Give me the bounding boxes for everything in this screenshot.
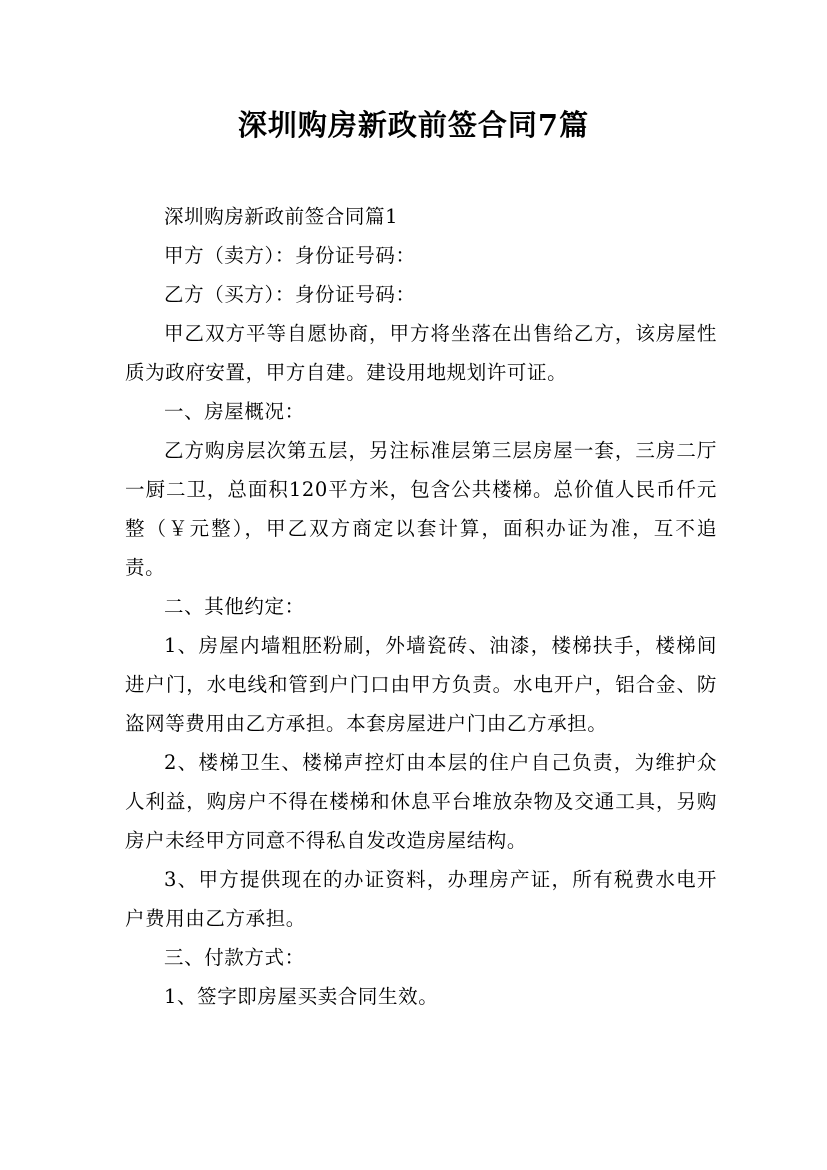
clause-heading: 一、房屋概况： xyxy=(164,400,305,423)
paragraph: 乙方购房层次第五层，另注标准层第三层房屋一套，三房二厅一厨二卫，总面积120平方米，包含公共楼梯。总价值人民币仟元整（￥元整），甲乙双方商定以套计算，面积办证为准，互不追责。 xyxy=(125,439,717,579)
party-a-line: 甲方（卖方）：身份证号码： xyxy=(164,244,416,267)
clause-heading: 二、其他约定： xyxy=(164,595,305,618)
document-body xyxy=(125,197,717,1016)
party-b-line: 乙方（买方）：身份证号码： xyxy=(164,283,416,306)
paragraph: 甲乙双方平等自愿协商，甲方将坐落在出售给乙方，该房屋性质为政府安置，甲方自建。建设用地规划许可证。 xyxy=(125,322,717,384)
paragraph: 1、房屋内墙粗胚粉刷，外墙瓷砖、油漆，楼梯扶手，楼梯间进户门，水电线和管到户门口由甲方负责。水电开户，铝合金、防盗网等费用由乙方承担。本套房屋进户门由乙方承担。 xyxy=(125,634,717,735)
document-title: 深圳购房新政前签合同7篇 xyxy=(237,108,590,142)
paragraph: 2、楼梯卫生、楼梯声控灯由本层的住户自己负责，为维护众人利益，购房户不得在楼梯和休息平台堆放杂物及交通工具，另购房户未经甲方同意不得私自发改造房屋结构。 xyxy=(125,751,717,852)
clause-heading: 三、付款方式： xyxy=(164,946,305,969)
section-heading: 深圳购房新政前签合同篇1 xyxy=(164,205,399,228)
paragraph: 3、甲方提供现在的办证资料，办理房产证，所有税费水电开户费用由乙方承担。 xyxy=(125,868,717,930)
paragraph: 1、签字即房屋买卖合同生效。 xyxy=(164,985,439,1008)
